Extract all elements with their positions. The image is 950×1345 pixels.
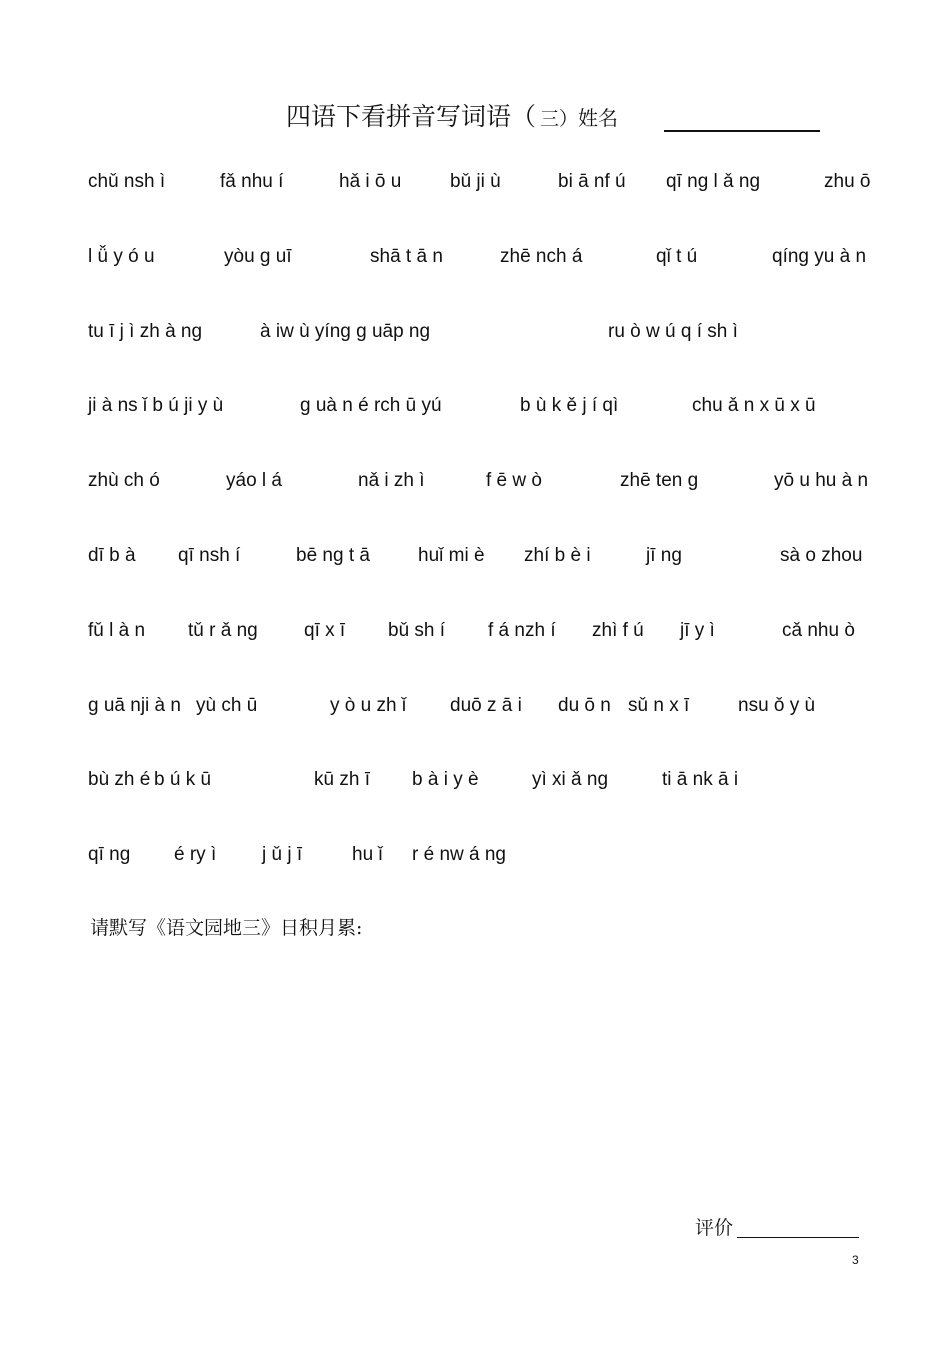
pinyin-word: zhù ch ó	[88, 470, 160, 491]
evaluation-label: 评价	[695, 1217, 734, 1239]
title-section: 三）	[540, 108, 579, 130]
pinyin-word: yòu g uī	[224, 246, 292, 267]
pinyin-word: sà o zhou	[780, 545, 863, 566]
pinyin-word: qī nsh í	[178, 545, 241, 566]
pinyin-word: l ǚ y ó u	[88, 246, 155, 267]
pinyin-word: yì xi ǎ ng	[532, 769, 609, 790]
pinyin-row-5	[88, 466, 918, 496]
name-blank[interactable]	[664, 130, 820, 132]
pinyin-word: duō z ā i	[450, 695, 522, 716]
pinyin-word: à iw ù yíng g uāp ng	[260, 321, 431, 342]
pinyin-word: ti ā nk ā i	[662, 769, 739, 790]
pinyin-word: j ǔ j ī	[262, 844, 303, 865]
pinyin-word: du ō n	[558, 695, 611, 716]
pinyin-word: hu ǐ	[352, 844, 383, 865]
pinyin-word: qíng yu à n	[772, 246, 867, 267]
pinyin-word: fǔ l à n	[88, 620, 146, 641]
pinyin-word: tǔ r ǎ ng	[188, 620, 258, 641]
pinyin-row-10	[88, 840, 918, 870]
worksheet-title	[286, 100, 618, 136]
pinyin-row-1	[88, 167, 918, 197]
pinyin-word: qǐ t ú	[656, 246, 698, 267]
pinyin-word: kū zh ī	[314, 769, 370, 790]
evaluation-blank[interactable]	[737, 1237, 859, 1238]
pinyin-word: bǔ ji ù	[450, 171, 501, 192]
pinyin-word: zhì f ú	[592, 620, 644, 641]
pinyin-word: yō u hu à n	[774, 470, 869, 491]
pinyin-word: dī b à	[88, 545, 136, 566]
pinyin-word: bē ng t ā	[296, 545, 370, 566]
pinyin-word: hǎ i ō u	[339, 171, 402, 192]
pinyin-word: bù zh é	[88, 769, 151, 790]
pinyin-word: nsu ǒ y ù	[738, 695, 816, 716]
pinyin-word: bi ā nf ú	[558, 171, 626, 192]
pinyin-word: qī ng l ǎ ng	[666, 171, 761, 192]
pinyin-row-6	[88, 541, 918, 571]
pinyin-word: g uā nji à n	[88, 695, 181, 716]
name-label: 姓名	[578, 106, 619, 130]
pinyin-word: zhu ō	[824, 171, 871, 192]
pinyin-word: tu ī j ì zh à ng	[88, 321, 203, 342]
pinyin-word: f á nzh í	[488, 620, 556, 641]
pinyin-word: ji à ns ǐ b ú ji y ù	[88, 395, 224, 416]
pinyin-word: qī x ī	[304, 620, 346, 641]
title-text: 四语下看拼音写词语（	[286, 102, 537, 131]
pinyin-word: jī ng	[646, 545, 682, 566]
dictation-instruction: 请默写《语文园地三》日积月累:	[90, 917, 363, 939]
pinyin-word: sǔ n x ī	[628, 695, 690, 716]
pinyin-word: cǎ nhu ò	[782, 620, 855, 641]
pinyin-word: é ry ì	[174, 844, 217, 865]
pinyin-word: chǔ nsh ì	[88, 171, 166, 192]
pinyin-word: fǎ nhu í	[220, 171, 284, 192]
pinyin-word: zhí b è i	[524, 545, 591, 566]
pinyin-word: yáo l á	[226, 470, 282, 491]
pinyin-word: ru ò w ú q í sh ì	[608, 321, 738, 342]
pinyin-word: y ò u zh ǐ	[330, 695, 407, 716]
pinyin-row-3	[88, 317, 918, 347]
pinyin-row-2	[88, 242, 918, 272]
pinyin-word: zhē ten g	[620, 470, 699, 491]
pinyin-word: jī y ì	[680, 620, 715, 641]
pinyin-word: b ú k ū	[154, 769, 212, 790]
pinyin-word: b ù k ě j í qì	[520, 395, 619, 416]
pinyin-row-4	[88, 391, 918, 421]
pinyin-word: f ē w ò	[486, 470, 542, 491]
pinyin-word: yù ch ū	[196, 695, 258, 716]
pinyin-word: r é nw á ng	[412, 844, 506, 865]
pinyin-word: qī ng	[88, 844, 131, 865]
pinyin-word: b à i y è	[412, 769, 479, 790]
pinyin-word: huǐ mi è	[418, 545, 485, 566]
pinyin-word: bǔ sh í	[388, 620, 446, 641]
pinyin-row-9	[88, 765, 918, 795]
pinyin-word: chu ǎ n x ū x ū	[692, 395, 816, 416]
pinyin-row-7	[88, 616, 918, 646]
pinyin-word: zhē nch á	[500, 246, 583, 267]
pinyin-word: shā t ā n	[370, 246, 443, 267]
pinyin-word: g uà n é rch ū yú	[300, 395, 442, 416]
pinyin-row-8	[88, 691, 918, 721]
pinyin-word: nǎ i zh ì	[358, 470, 425, 491]
page-number: 3	[852, 1253, 859, 1267]
